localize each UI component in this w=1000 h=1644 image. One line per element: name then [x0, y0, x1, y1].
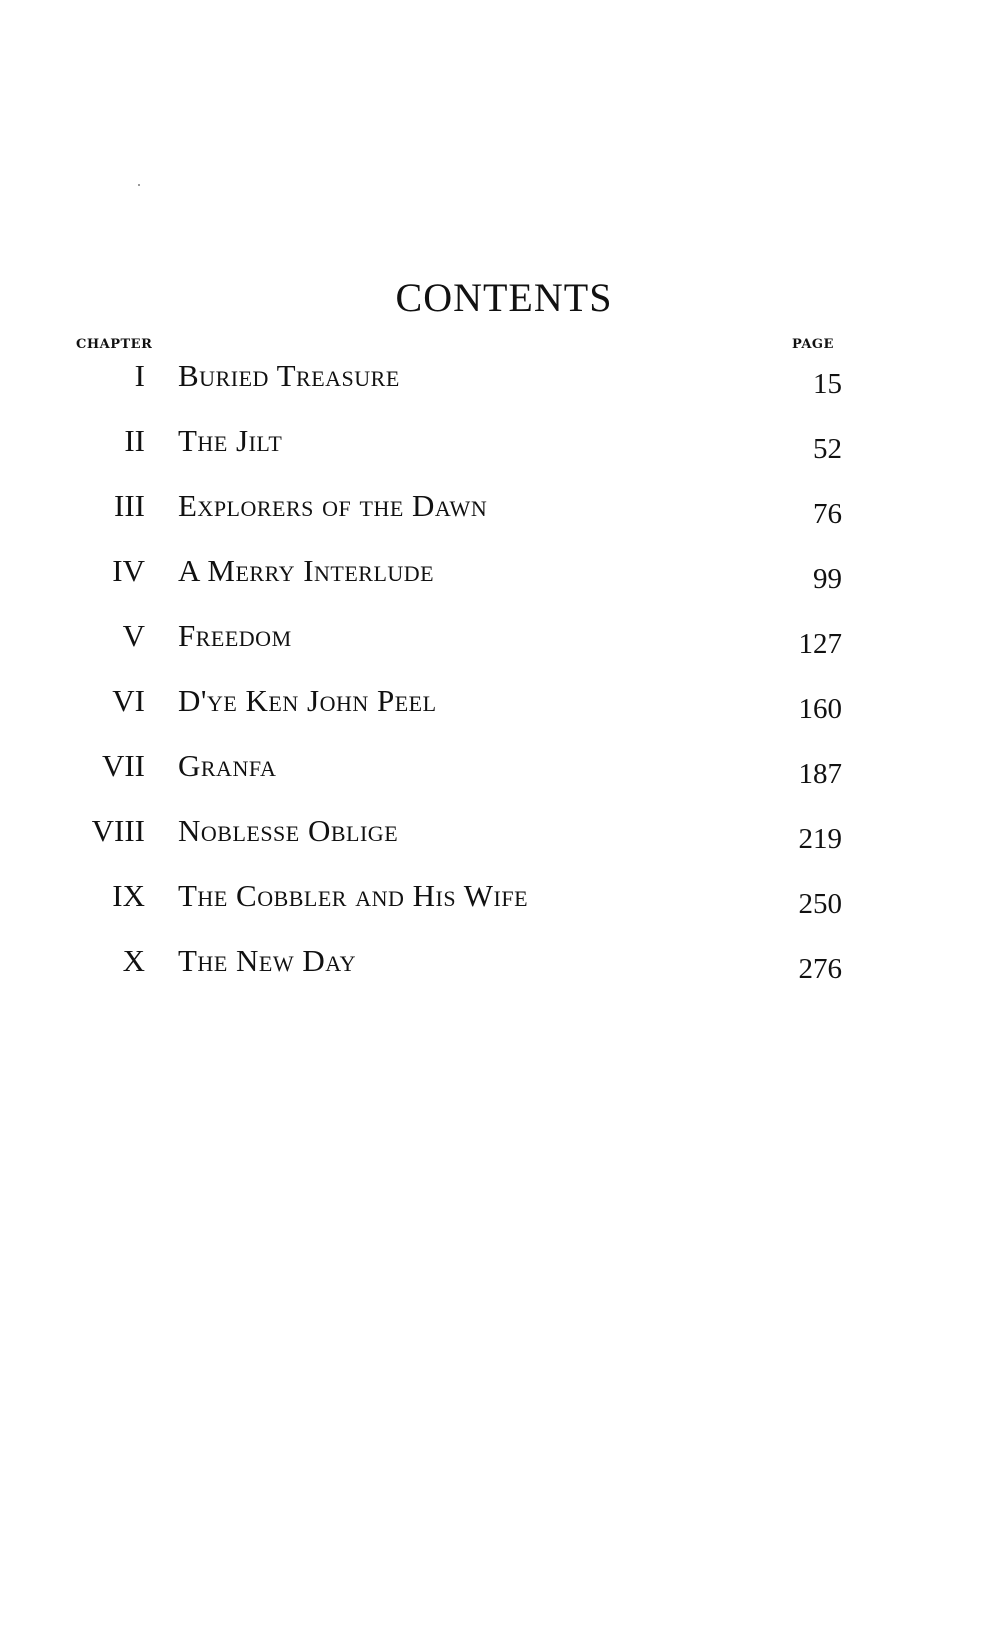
page-title: CONTENTS: [395, 275, 613, 320]
toc-entry-8: [0, 811, 1000, 876]
chapter-numeral: VII: [101, 748, 145, 783]
toc-entry-5: [0, 616, 1000, 681]
chapter-numeral: IX: [112, 878, 145, 913]
toc-entry-9: [0, 876, 1000, 941]
table-of-contents: [0, 356, 1000, 1006]
page-number: 99: [813, 563, 842, 595]
page-column-header: PAGE: [792, 337, 834, 352]
toc-entry-7: [0, 746, 1000, 811]
chapter-title: Buried Treasure: [178, 358, 400, 393]
chapter-title: Freedom: [178, 618, 292, 653]
page-number: 76: [813, 498, 842, 530]
page-number: 187: [798, 758, 842, 790]
chapter-title: Explorers of the Dawn: [178, 488, 488, 523]
page-number: 250: [798, 888, 842, 920]
toc-entry-2: [0, 421, 1000, 486]
toc-entry-10: [0, 941, 1000, 1006]
toc-entry-1: [0, 356, 1000, 421]
chapter-numeral: X: [122, 943, 145, 978]
page-number: 160: [798, 693, 842, 725]
chapter-numeral: VI: [112, 683, 145, 718]
page-number: 127: [798, 628, 842, 660]
chapter-title: Granfa: [178, 748, 277, 783]
toc-entry-6: [0, 681, 1000, 746]
chapter-numeral: III: [114, 488, 145, 523]
chapter-title: The New Day: [178, 943, 356, 978]
chapter-title: Noblesse Oblige: [178, 813, 399, 848]
chapter-numeral: IV: [112, 553, 145, 588]
toc-entry-4: [0, 551, 1000, 616]
page-number: 219: [798, 823, 842, 855]
chapter-title: The Cobbler and His Wife: [178, 878, 529, 913]
page-number: 52: [813, 433, 842, 465]
chapter-title: A Merry Interlude: [178, 553, 435, 588]
chapter-numeral: VIII: [91, 813, 145, 848]
page-number: 276: [798, 953, 842, 985]
paper-speck: [138, 184, 140, 186]
page-number: 15: [813, 368, 842, 400]
chapter-column-header: CHAPTER: [76, 337, 153, 352]
chapter-numeral: V: [122, 618, 145, 653]
chapter-title: D'ye Ken John Peel: [178, 683, 437, 718]
chapter-numeral: II: [124, 423, 145, 458]
toc-entry-3: [0, 486, 1000, 551]
chapter-numeral: I: [134, 358, 145, 393]
chapter-title: The Jilt: [178, 423, 283, 458]
